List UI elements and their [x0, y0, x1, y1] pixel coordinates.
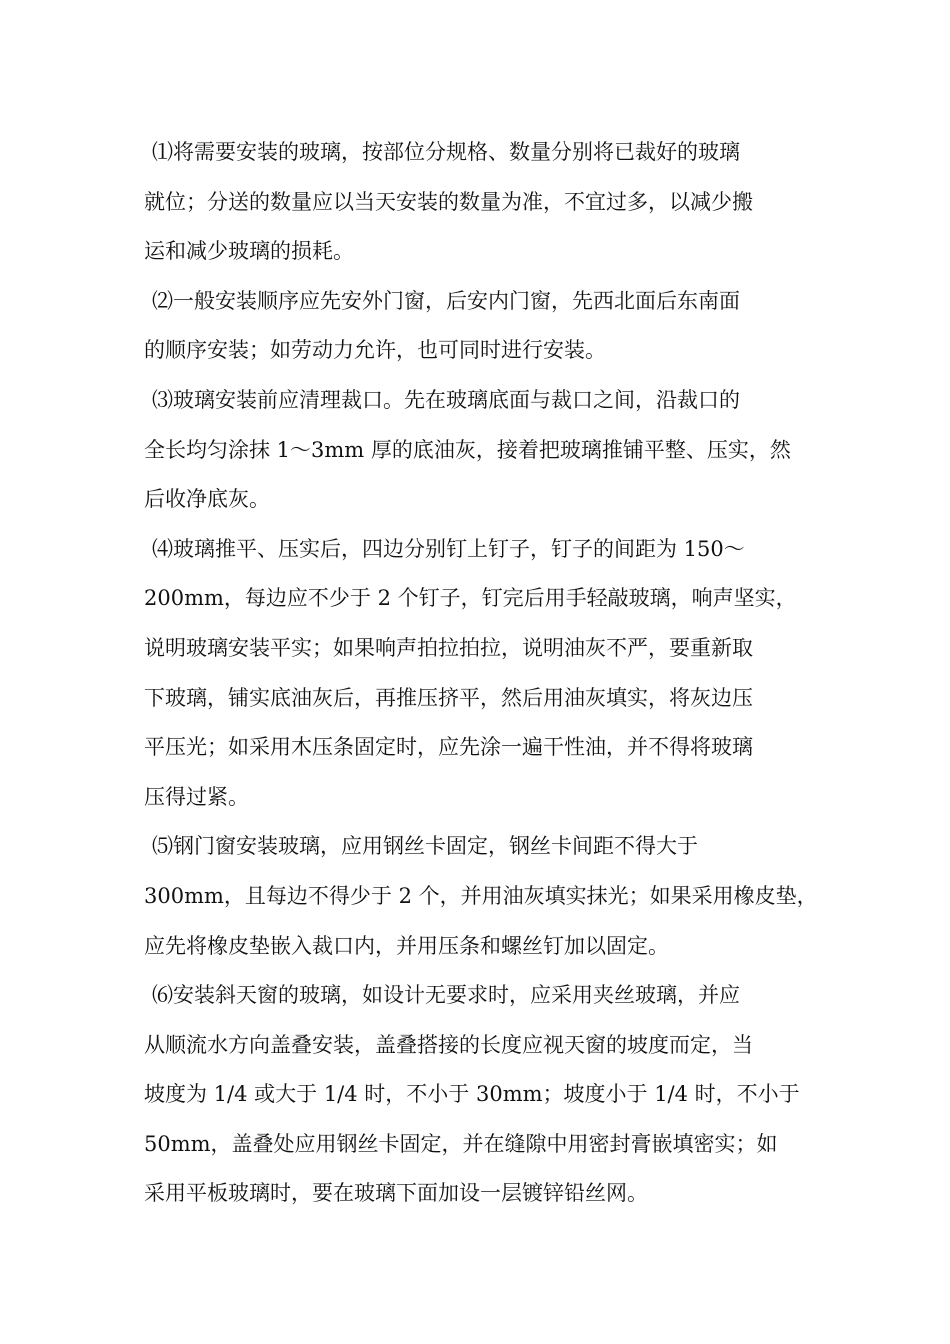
text-line: ⑸钢门窗安装玻璃，应用钢丝卡固定，钢丝卡间距不得大于 — [152, 834, 698, 859]
text-line: 坡度为 1/4 或大于 1/4 时，不小于 30mm；坡度小于 1/4 时，不小于 — [144, 1082, 800, 1107]
text-line: ⑷玻璃推平、压实后，四边分别钉上钉子，钉子的间距为 150～ — [152, 536, 745, 561]
text-line: 运和减少玻璃的损耗。 — [144, 239, 354, 264]
text-line: 300mm，且每边不得少于 2 个，并用油灰填实抹光；如果采用橡皮垫， — [144, 883, 818, 908]
text-line: 后收净底灰。 — [144, 487, 270, 512]
text-line: 50mm，盖叠处应用钢丝卡固定，并在缝隙中用密封膏嵌填密实；如 — [144, 1131, 778, 1156]
text-line: ⑴将需要安装的玻璃，按部位分规格、数量分别将已裁好的玻璃 — [152, 140, 740, 164]
paragraph-3 — [144, 376, 824, 525]
paragraph-1 — [144, 128, 824, 277]
text-line: 应先将橡皮垫嵌入裁口内，并用压条和螺丝钉加以固定。 — [144, 933, 669, 958]
text-line: 平压光；如采用木压条固定时，应先涂一遍干性油，并不得将玻璃 — [144, 735, 753, 760]
text-line: 压得过紧。 — [144, 784, 249, 809]
text-line: 说明玻璃安装平实；如果响声拍拉拍拉，说明油灰不严，要重新取 — [144, 635, 753, 660]
document-body — [144, 128, 824, 1219]
paragraph-4 — [144, 525, 824, 823]
text-line: 200mm，每边应不少于 2 个钉子，钉完后用手轻敲玻璃，响声坚实， — [144, 586, 797, 611]
text-line: 从顺流水方向盖叠安装，盖叠搭接的长度应视天窗的坡度而定，当 — [144, 1032, 753, 1057]
text-line: ⑶玻璃安装前应清理裁口。先在玻璃底面与裁口之间，沿裁口的 — [152, 387, 740, 412]
text-line: ⑵一般安装顺序应先安外门窗，后安内门窗，先西北面后东南面 — [152, 288, 740, 313]
text-line: 的顺序安装；如劳动力允许，也可同时进行安装。 — [144, 338, 606, 363]
text-line: 采用平板玻璃时，要在玻璃下面加设一层镀锌铅丝网。 — [144, 1181, 648, 1206]
paragraph-5 — [144, 822, 824, 971]
text-line: ⑹安装斜天窗的玻璃，如设计无要求时，应采用夹丝玻璃，并应 — [152, 983, 740, 1008]
text-line: 就位；分送的数量应以当天安装的数量为准，不宜过多，以减少搬 — [144, 189, 753, 214]
paragraph-6 — [144, 971, 824, 1219]
paragraph-2 — [144, 277, 824, 376]
text-line: 全长均匀涂抹 1～3mm 厚的底油灰，接着把玻璃推铺平整、压实，然 — [144, 437, 791, 462]
text-line: 下玻璃，铺实底油灰后，再推压挤平，然后用油灰填实，将灰边压 — [144, 685, 753, 710]
